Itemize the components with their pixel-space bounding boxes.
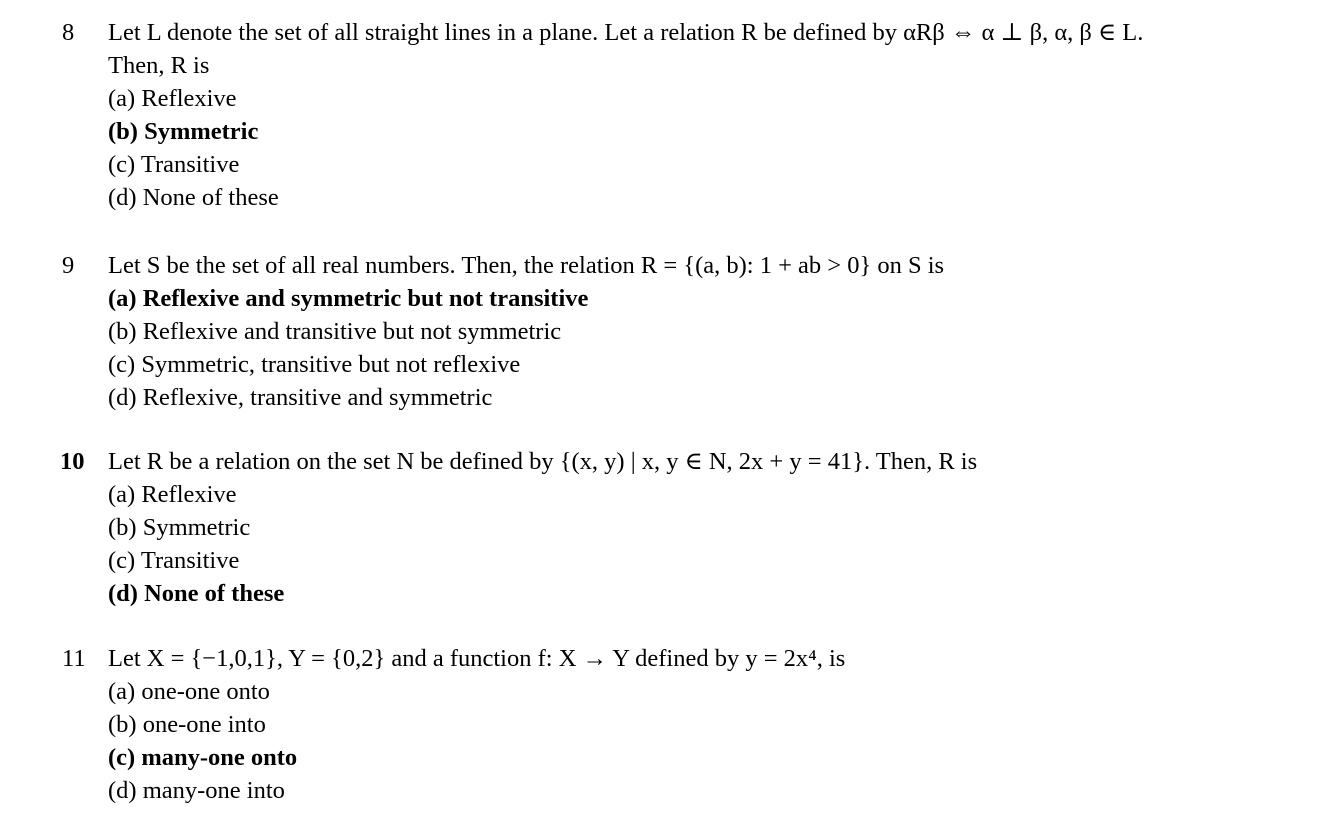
question-text-line: Let X = {−1,0,1}, Y = {0,2} and a function f: X → Y defined by y = 2x⁴, is: [108, 645, 846, 672]
question-body: [108, 16, 1330, 214]
question-text-line: Then, R is: [108, 52, 210, 79]
question-number: 8: [62, 19, 75, 46]
question-body: [108, 642, 1330, 807]
option-b: (b) Symmetric: [108, 514, 251, 541]
option-d-correct: (d) None of these: [108, 580, 285, 607]
option-a: (a) one-one onto: [108, 678, 270, 705]
option-c-correct: (c) many-one onto: [108, 744, 298, 771]
option-c: (c) Transitive: [108, 547, 240, 574]
option-c: (c) Symmetric, transitive but not reflexive: [108, 351, 521, 378]
question-text-line: Let L denote the set of all straight lines in a plane. Let a relation R be defined by αRβ ⇔ α ⊥ β, α, β ∈ L.: [108, 19, 1144, 46]
question-number: 10: [60, 448, 85, 475]
option-b: (b) one-one into: [108, 711, 266, 738]
option-a-correct: (a) Reflexive and symmetric but not transitive: [108, 285, 589, 312]
question-number: 9: [62, 252, 75, 279]
option-d: (d) many-one into: [108, 777, 285, 804]
question-text-line: Let S be the set of all real numbers. Then, the relation R = {(a, b): 1 + ab > 0} on S is: [108, 252, 945, 279]
option-d: (d) Reflexive, transitive and symmetric: [108, 384, 493, 411]
option-a: (a) Reflexive: [108, 481, 237, 508]
option-b: (b) Reflexive and transitive but not symmetric: [108, 318, 562, 345]
question-body: [108, 249, 1330, 414]
question-number: 11: [62, 645, 86, 672]
option-d: (d) None of these: [108, 184, 279, 211]
question-body: [108, 445, 1330, 610]
option-b-correct: (b) Symmetric: [108, 118, 259, 145]
option-a: (a) Reflexive: [108, 85, 237, 112]
question-text-line: Let R be a relation on the set N be defined by {(x, y) | x, y ∈ N, 2x + y = 41}. Then, R is: [108, 448, 978, 475]
option-c: (c) Transitive: [108, 151, 240, 178]
